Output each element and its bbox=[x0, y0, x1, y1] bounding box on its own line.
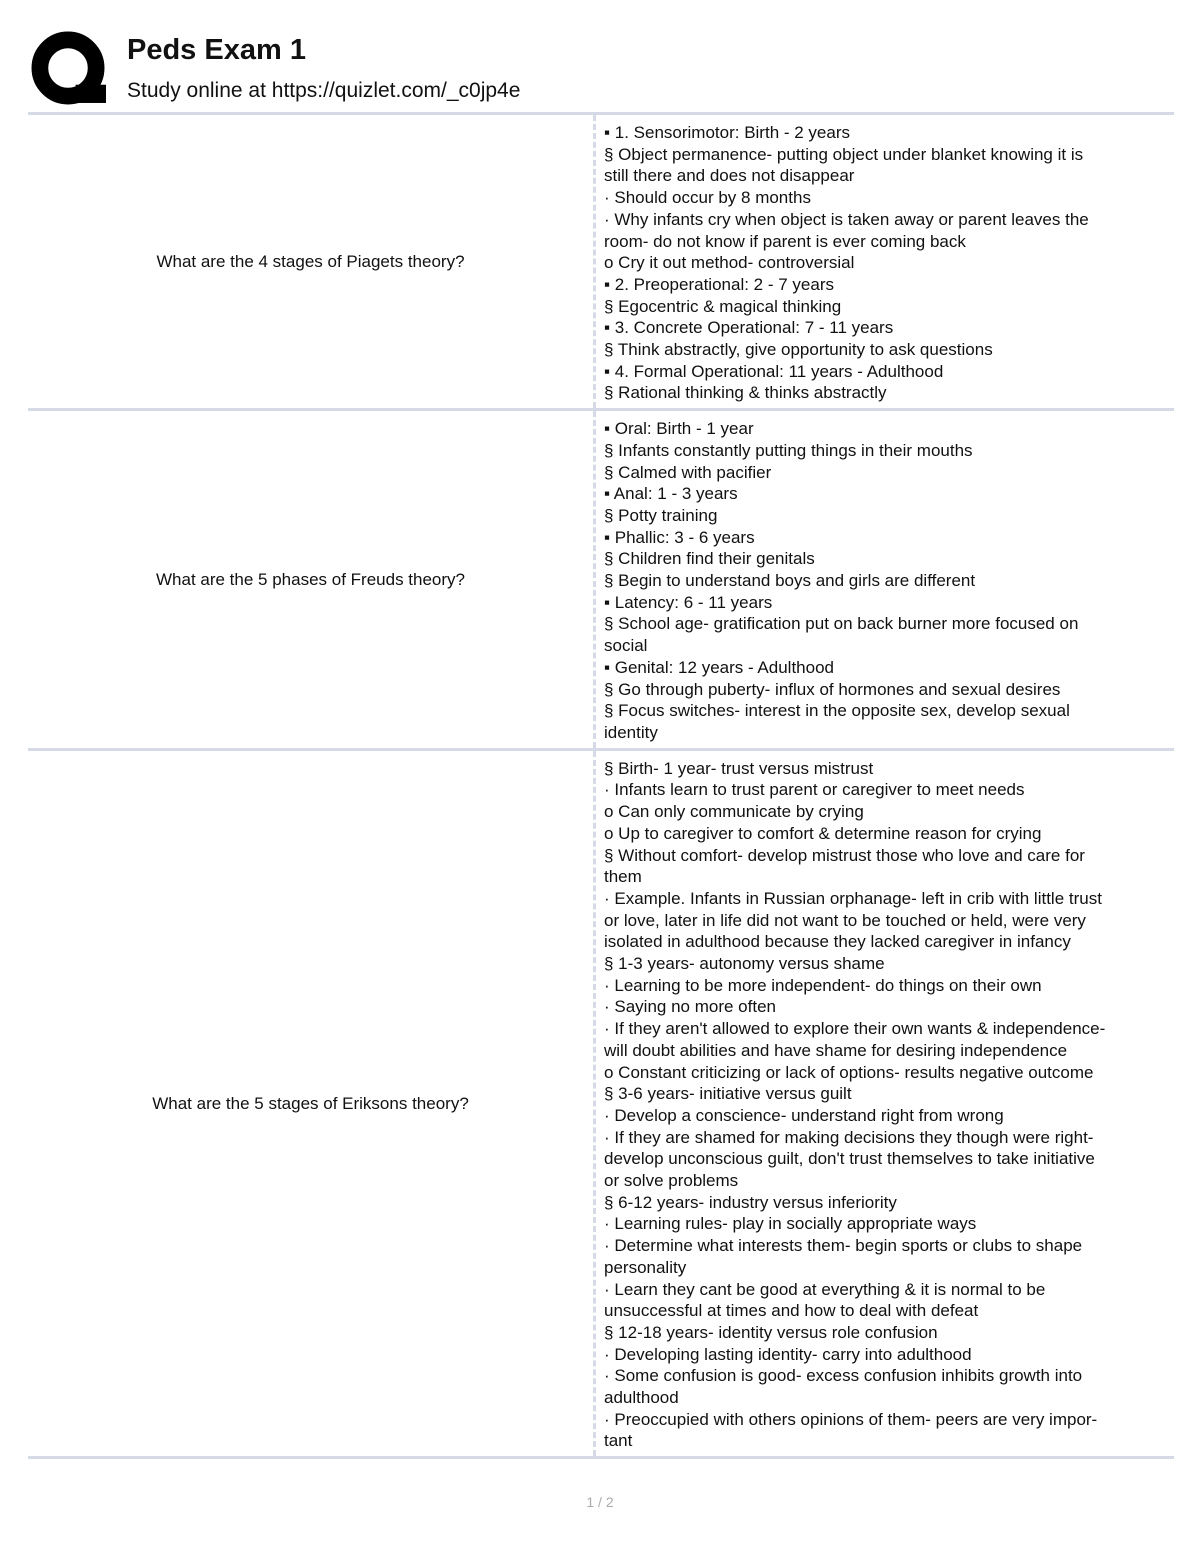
flashcard-definition bbox=[593, 115, 1174, 408]
definition-line: § 3-6 years- initiative versus guilt bbox=[604, 1084, 852, 1104]
flashcard-definition bbox=[593, 751, 1174, 1457]
definition-line: social bbox=[604, 636, 648, 656]
definition-line: o Constant criticizing or lack of options- results negative outcome bbox=[604, 1062, 1094, 1082]
page-header bbox=[0, 0, 1200, 112]
definition-line: o Cry it out method- controversial bbox=[604, 253, 855, 273]
definition-line: § Go through puberty- influx of hormones and sexual desires bbox=[604, 679, 1061, 699]
definition-line: or love, later in life did not want to be touched or held, were very bbox=[604, 910, 1086, 930]
definition-line: o Can only communicate by crying bbox=[604, 802, 864, 822]
definition-line: ▪ Phallic: 3 - 6 years bbox=[604, 527, 755, 547]
definition-line: · Develop a conscience- understand right from wrong bbox=[604, 1105, 1004, 1125]
definition-line: o Up to caregiver to comfort & determine reason for crying bbox=[604, 823, 1042, 843]
definition-line: adulthood bbox=[604, 1388, 679, 1408]
definition-line: ▪ Anal: 1 - 3 years bbox=[604, 484, 738, 504]
page-title: Peds Exam 1 bbox=[127, 34, 306, 66]
definition-line: ▪ 4. Formal Operational: 11 years - Adulthood bbox=[604, 361, 944, 381]
definition-line: ▪ Oral: Birth - 1 year bbox=[604, 419, 754, 439]
flashcard-term: What are the 5 stages of Eriksons theory? bbox=[152, 1093, 469, 1113]
definition-line: ▪ Genital: 12 years - Adulthood bbox=[604, 657, 834, 677]
definition-line: · Infants learn to trust parent or caregiver to meet needs bbox=[604, 780, 1025, 800]
definition-line: § 1-3 years- autonomy versus shame bbox=[604, 954, 885, 974]
definition-line: · Should occur by 8 months bbox=[604, 188, 811, 208]
study-online-link[interactable]: Study online at https://quizlet.com/_c0jp4e bbox=[127, 79, 521, 102]
definition-line: tant bbox=[604, 1431, 633, 1451]
definition-line: · Some confusion is good- excess confusion inhibits growth into bbox=[604, 1366, 1083, 1386]
definition-line: § 6-12 years- industry versus inferiority bbox=[604, 1192, 897, 1212]
definition-line: ▪ Latency: 6 - 11 years bbox=[604, 592, 773, 612]
definition-line: § 12-18 years- identity versus role confusion bbox=[604, 1322, 938, 1342]
definition-line: § Infants constantly putting things in their mouths bbox=[604, 440, 973, 460]
definition-line: · Why infants cry when object is taken away or parent leaves the bbox=[604, 209, 1089, 229]
definition-line: § Birth- 1 year- trust versus mistrust bbox=[604, 758, 874, 778]
definition-line: ▪ 3. Concrete Operational: 7 - 11 years bbox=[604, 318, 894, 338]
definition-line: § Egocentric & magical thinking bbox=[604, 296, 842, 316]
flashcard-definition bbox=[593, 411, 1174, 748]
definition-line: · Learn they cant be good at everything & it is normal to be bbox=[604, 1279, 1046, 1299]
flashcard-row bbox=[28, 411, 1174, 751]
flashcard-term: What are the 5 phases of Freuds theory? bbox=[155, 569, 465, 589]
flashcard-row bbox=[28, 751, 1174, 1460]
definition-line: § Potty training bbox=[604, 505, 718, 525]
flashcard-term: What are the 4 stages of Piagets theory? bbox=[156, 251, 465, 271]
definition-line: § Children find their genitals bbox=[604, 549, 815, 569]
definition-line: isolated in adulthood because they lacked caregiver in infancy bbox=[604, 932, 1071, 952]
definition-line: § Object permanence- putting object under blanket knowing it is bbox=[604, 144, 1084, 164]
definition-line: · If they aren't allowed to explore their own wants & independence- bbox=[604, 1019, 1106, 1039]
definition-line: § School age- gratification put on back burner more focused on bbox=[604, 614, 1079, 634]
definition-line: identity bbox=[604, 722, 658, 742]
definition-line: · Learning to be more independent- do things on their own bbox=[604, 975, 1042, 995]
definition-line: · Developing lasting identity- carry into adulthood bbox=[604, 1344, 972, 1364]
definition-line: · Learning rules- play in socially appropriate ways bbox=[604, 1214, 977, 1234]
definition-line: ▪ 2. Preoperational: 2 - 7 years bbox=[604, 274, 834, 294]
definition-line: them bbox=[604, 867, 642, 887]
definition-line: · Example. Infants in Russian orphanage- left in crib with little trust bbox=[604, 888, 1102, 908]
definition-line: will doubt abilities and have shame for desiring independence bbox=[604, 1040, 1068, 1060]
definition-line: § Calmed with pacifier bbox=[604, 462, 772, 482]
definition-line: § Begin to understand boys and girls are different bbox=[604, 571, 976, 591]
definition-line: · Saying no more often bbox=[604, 997, 776, 1017]
definition-line: still there and does not disappear bbox=[604, 166, 855, 186]
definition-line: develop unconscious guilt, don't trust themselves to take initiative bbox=[604, 1149, 1095, 1169]
definition-line: § Without comfort- develop mistrust those who love and care for bbox=[604, 845, 1085, 865]
definition-line: room- do not know if parent is ever coming back bbox=[604, 231, 966, 251]
definition-line: or solve problems bbox=[604, 1171, 739, 1191]
definition-line: ▪ 1. Sensorimotor: Birth - 2 years bbox=[604, 123, 851, 142]
definition-line: § Focus switches- interest in the opposite sex, develop sexual bbox=[604, 701, 1070, 721]
definition-line: unsuccessful at times and how to deal with defeat bbox=[604, 1301, 979, 1321]
page-indicator: 1 / 2 bbox=[586, 1494, 614, 1510]
flashcard-list bbox=[28, 112, 1174, 1459]
quizlet-q-logo-icon bbox=[30, 30, 106, 106]
definition-line: § Rational thinking & thinks abstractly bbox=[604, 383, 887, 403]
definition-line: · If they are shamed for making decisions they though were right- bbox=[604, 1127, 1094, 1147]
definition-line: § Think abstractly, give opportunity to ask questions bbox=[604, 340, 993, 360]
definition-line: · Determine what interests them- begin sports or clubs to shape bbox=[604, 1236, 1083, 1256]
definition-line: personality bbox=[604, 1257, 687, 1277]
flashcard-row bbox=[28, 115, 1174, 411]
definition-line: · Preoccupied with others opinions of them- peers are very impor- bbox=[604, 1409, 1098, 1429]
